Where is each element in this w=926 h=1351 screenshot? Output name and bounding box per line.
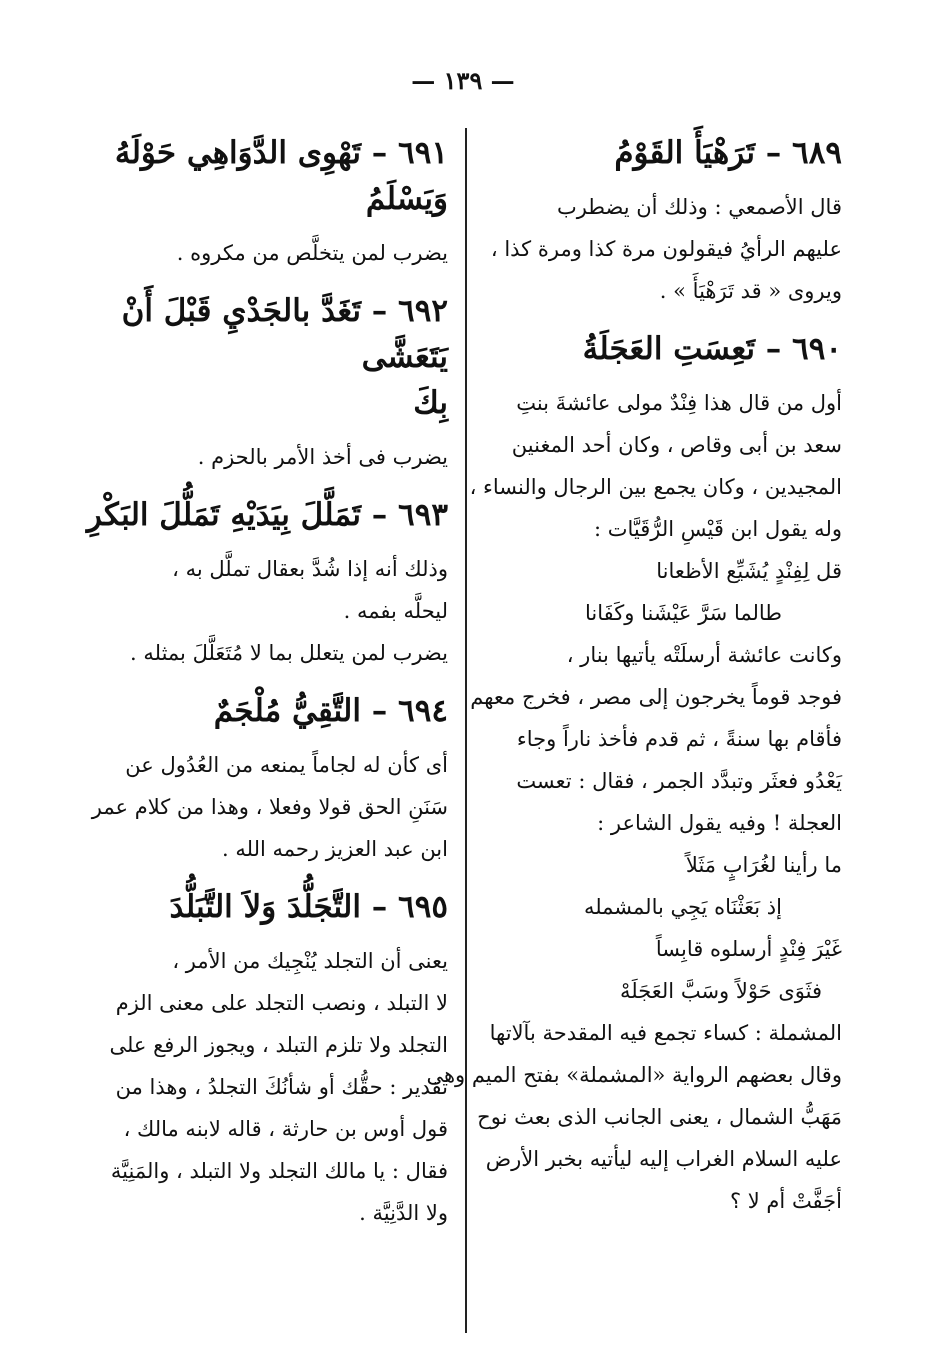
entry-693-heading: ٦٩٣ – تَمَلَّلَ بِيَدَيْهِ تَمَلُّلَ البَكْرِ: [86, 497, 448, 533]
entry-690-line: مَهَبُّ الشمال ، يعنى الجانب الذى بعث نوح: [477, 1105, 842, 1129]
verse-line: ما رأينا لغُرَابٍ مَثَلاً: [685, 853, 842, 877]
verse-line: فثَوَى حَوْلاً وسَبَّ العَجَلَهْ: [620, 979, 822, 1003]
entry-690-line: المشملة : كساء تجمع فيه المقدحة بآلاتها: [489, 1021, 842, 1045]
entry-694-line: أى كأن له لجاماً يمنعه من العُدُول عن: [125, 753, 448, 777]
entry-692-line: يضرب فى أخذ الأمر بالحزم .: [197, 445, 448, 469]
entry-691-line: يضرب لمن يتخلَّص من مكروه .: [176, 241, 448, 265]
entry-693-line: وذلك أنه إذا شُدَّ بعقال تملَّل به ،: [172, 557, 448, 581]
entry-690-line: سعد بن أبى وقاص ، وكان أحد المغنين: [511, 433, 842, 457]
entry-695-line: لا التبلد ، ونصب التجلد على معنى الزم: [115, 991, 448, 1015]
entry-691-heading: ٦٩١ – تَهْوِى الدَّوَاهِي حَوْلَهُ وَيَسْلَمُ: [114, 135, 448, 217]
entry-690-line: فأقام بها سنةً ، ثم قدم فأخذ ناراً وجاء: [516, 727, 842, 751]
entry-690-line: أجَفَّتْ أم لا ؟: [729, 1189, 842, 1213]
entry-692-heading-cont: بِكَ: [413, 385, 448, 421]
entry-689-line: عليهم الرأيُ فيقولون مرة كذا ومرة كذا ،: [490, 237, 842, 261]
entry-694-heading: ٦٩٤ – التَّقِيُّ مُلْجَمٌ: [213, 693, 448, 729]
entry-695-line: قول أوس بن حارثة ، قاله لابنه مالك ،: [123, 1117, 448, 1141]
entry-690-heading: ٦٩٠ – تَعِسَتِ العَجَلَةُ: [582, 331, 842, 367]
entry-693-line: يضرب لمن يتعلل بما لا مُتَعَلَّلَ بمثله .: [130, 641, 448, 665]
entry-695-line: فقال : يا مالك التجلد ولا التبلد ، والمَنِيَّة: [110, 1159, 448, 1183]
verse-line: إذ بَعَثْنَاه يَجِي بالمشمله: [583, 895, 782, 919]
entry-690-line: وله يقول ابن قَيْسِ الرُّقَيَّات :: [593, 517, 842, 541]
entry-690-line: أول من قال هذا فِنْدٌ مولى عائشةَ بنتِ: [516, 391, 842, 415]
entry-692-heading: ٦٩٢ – تَغَدَّ بالجَدْيِ قَبْلَ أَنْ يَتَعَشَّى: [121, 293, 448, 375]
entry-690-line: وكانت عائشة أرسلَتْه يأتيها بنار ،: [566, 643, 842, 667]
page-number: — ١٣٩ —: [411, 66, 515, 95]
left-column: [86, 130, 448, 1234]
entry-690-line: العجلة ! وفيه يقول الشاعر :: [597, 811, 842, 835]
entry-690-line: فوجد قوماً يخرجون إلى مصر ، فخرج معهم: [470, 685, 842, 709]
entry-694-line: ابن عبد العزيز رحمه الله .: [222, 837, 448, 861]
verse-line: طالما سَرَّ عَيْشَنا وكَفَانا: [585, 601, 782, 625]
entry-690-line: المجيدين ، وكان يجمع بين الرجال والنساء ،: [469, 475, 842, 499]
entry-694-line: سَنَنِ الحق قولا وفعلا ، وهذا من كلام عمر: [91, 795, 448, 819]
entry-695-line: التجلد ولا تلزم التبلد ، ويجوز الرفع على: [109, 1033, 448, 1057]
entry-695-line: تقدير : حقُّك أو شأنُكَ التجلدُ ، وهذا من: [115, 1075, 448, 1099]
entry-689-heading: ٦٨٩ – تَرَهْيَأَ القَوْمُ: [614, 135, 842, 171]
entry-689-line: ويروى « قد تَرَهْيَأَ » .: [659, 279, 842, 303]
entry-689-line: قال الأصمعي : وذلك أن يضطرب: [556, 195, 842, 219]
entry-695-heading: ٦٩٥ – التَّجَلُّدَ وَلاَ التَّبَلُّدَ: [169, 889, 448, 925]
entry-690-line: يَعْدُو فعثَر وتبدَّد الجمر ، فقال : تعست: [516, 769, 842, 793]
entry-690-line: وقال بعضهم الرواية «المشملة» بفتح الميم وهى: [426, 1063, 842, 1087]
column-divider: [465, 128, 467, 1333]
entry-690-line: عليه السلام الغراب إليه ليأتيه بخبر الأرض: [485, 1147, 842, 1171]
entry-695-line: يعنى أن التجلد يُنْجِيك من الأمر ،: [172, 949, 448, 973]
entry-693-line: ليحلَّه بفمه .: [343, 599, 448, 623]
verse-line: قل لِفِنْدٍ يُشَيِّع الأظعانا: [656, 559, 842, 583]
verse-line: غَيْرَ فِنْدٍ أرسلوه قابِساً: [655, 937, 842, 961]
entry-695-line: ولا الدَّنِيَّة .: [359, 1201, 448, 1225]
